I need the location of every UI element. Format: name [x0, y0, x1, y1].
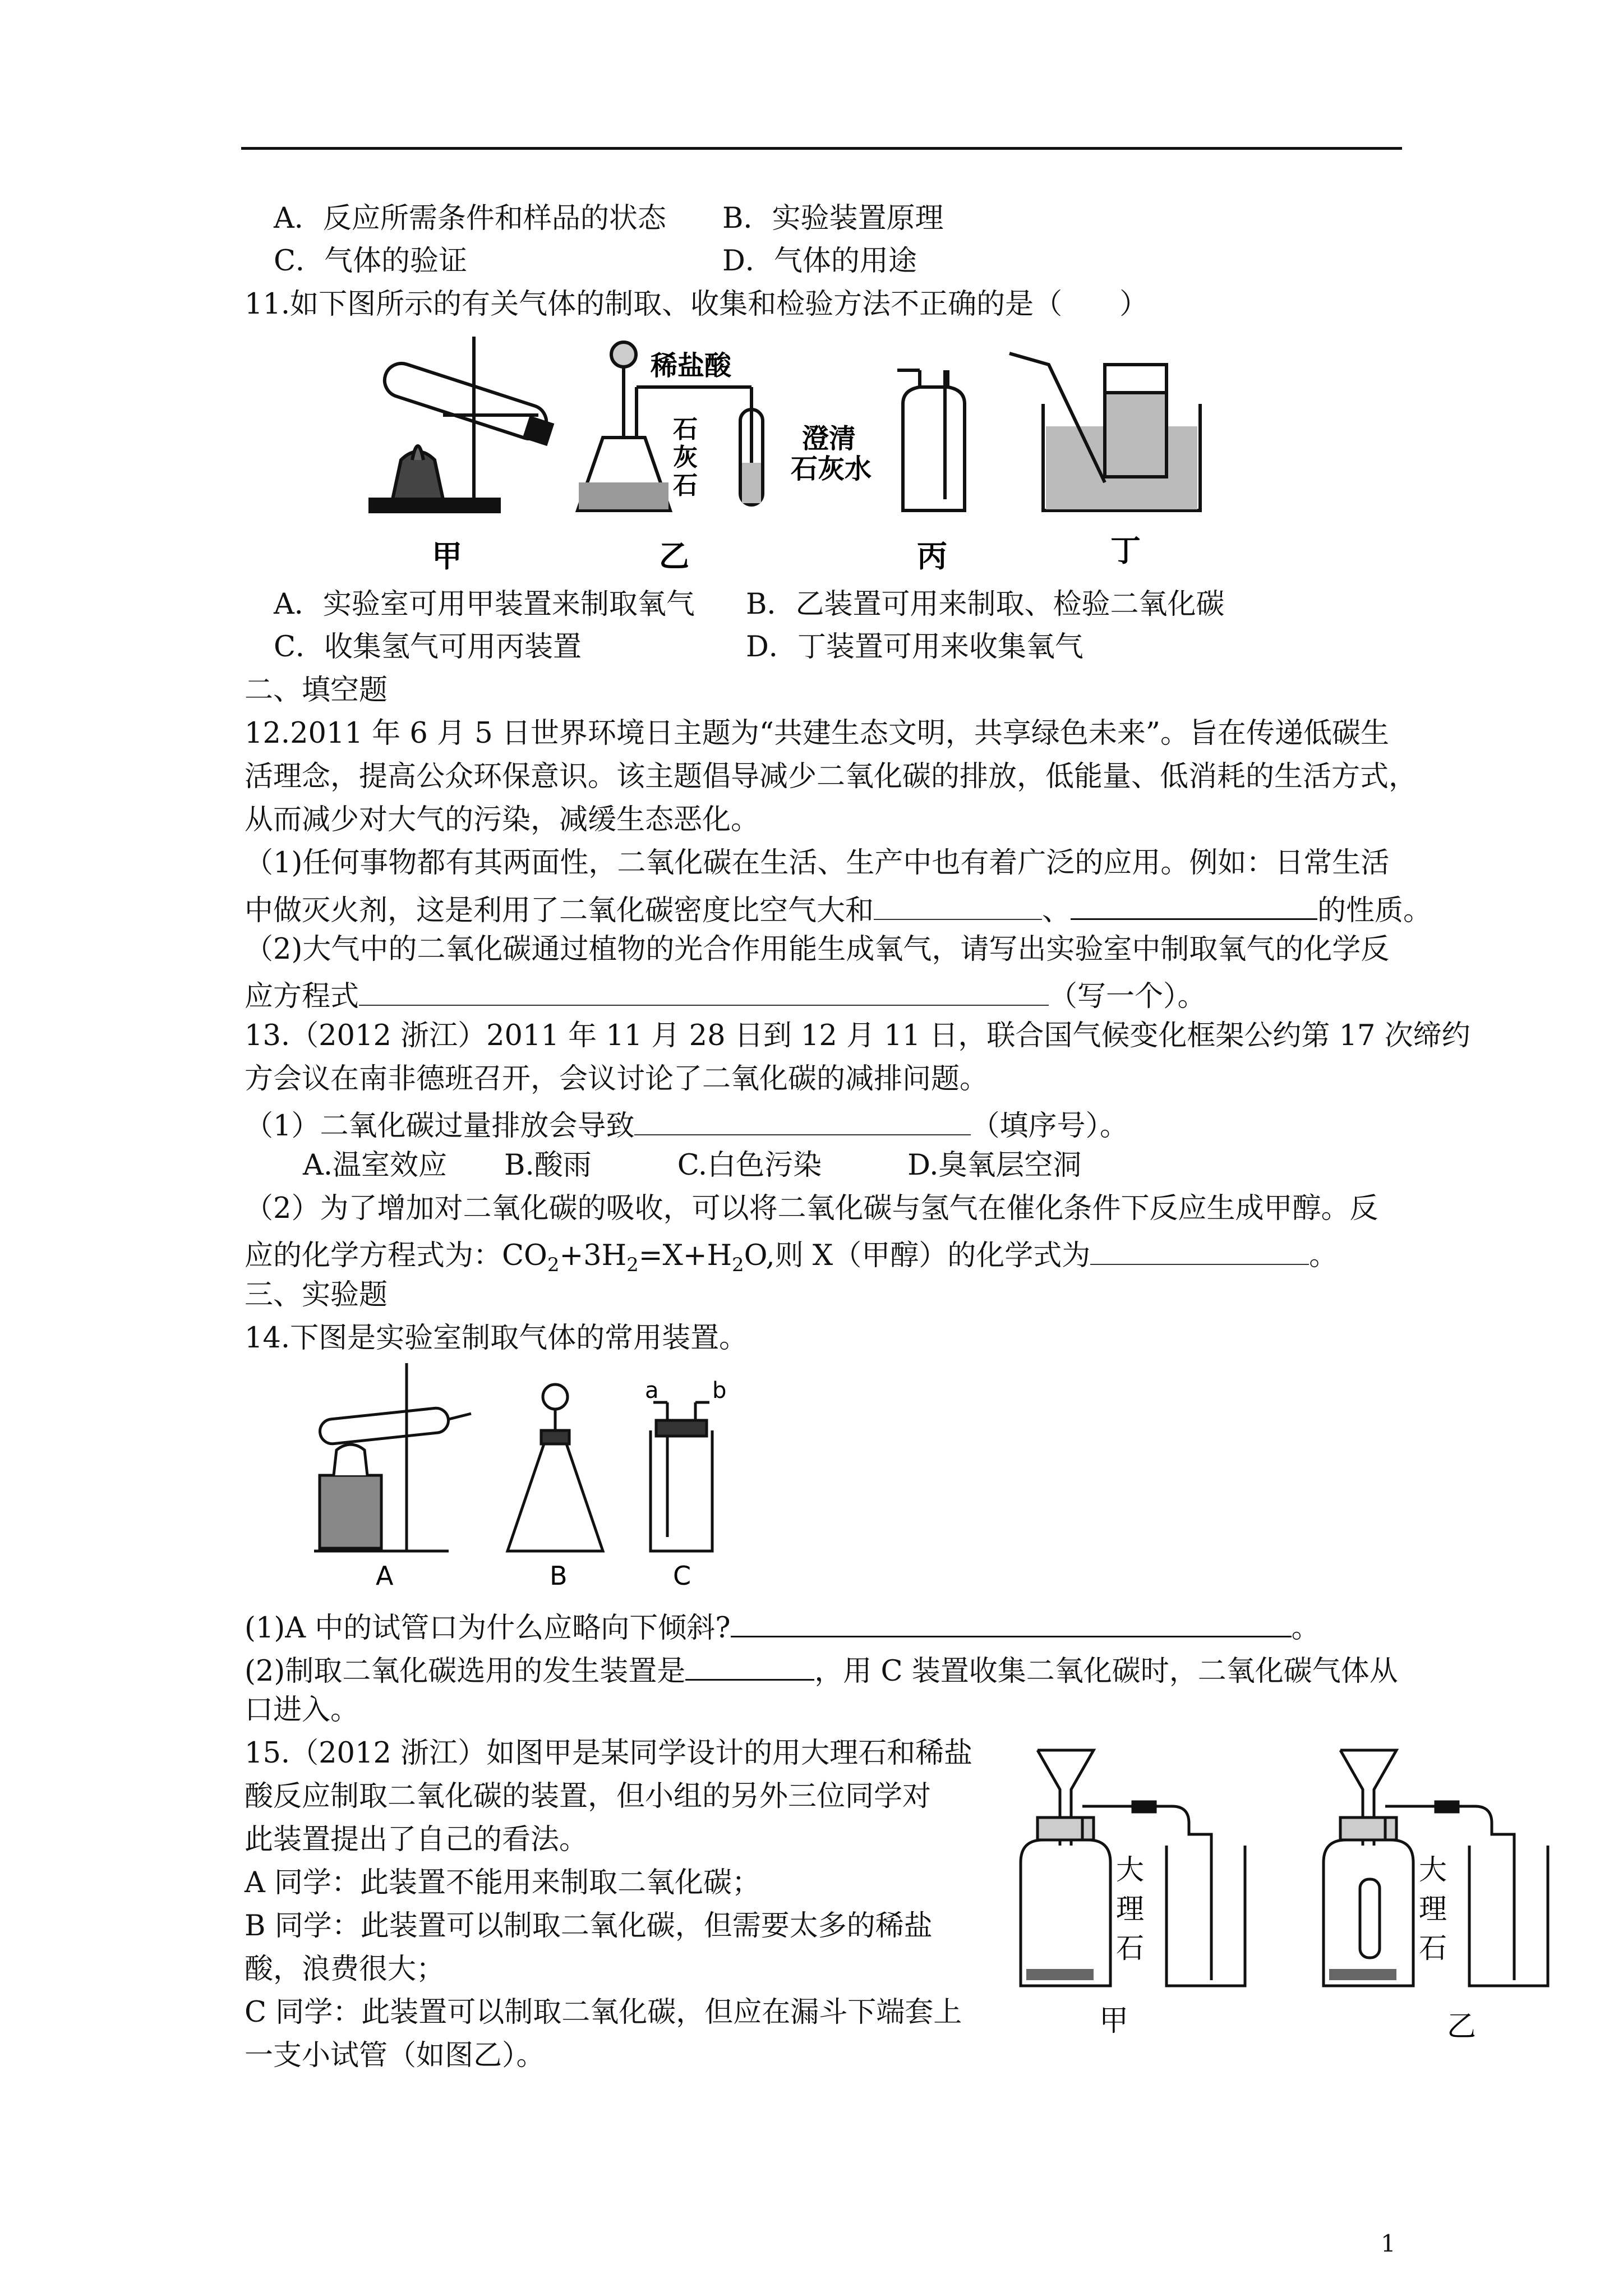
label-ding: 丁: [1110, 533, 1141, 568]
q15-student-a: A 同学：此装置不能用来制取二氧化碳；: [245, 1866, 761, 1899]
q11-option-a: A．实验室可用甲装置来制取氧气: [274, 588, 695, 621]
q15-line3: 此装置提出了自己的看法。: [245, 1823, 588, 1856]
q11-option-c: C．收集氢气可用丙装置: [274, 631, 582, 664]
label-limewater-2: 石灰水: [791, 453, 872, 485]
q13-options: A.温室效应 B.酸雨 C.白色污染 D.臭氧层空洞: [303, 1149, 1082, 1182]
q14-part1: (1)A 中的试管口为什么应略向下倾斜? 。: [245, 1605, 1320, 1647]
q11-option-b: B．乙装置可用来制取、检验二氧化碳: [746, 588, 1225, 621]
q13-part2-line2: 应的化学方程式为：$CO_2+3H_2=X+H_2O$,则 X（甲醇）的化学式为 。: [245, 1234, 1338, 1283]
q10-option-a: A．反应所需条件和样品的状态: [274, 202, 666, 235]
label-jia: 甲: [1099, 2004, 1129, 2038]
label-jia: 甲: [432, 539, 462, 574]
q15-student-c2: 一支小试管（如图乙）。: [245, 2039, 545, 2072]
label-yi: 乙: [1447, 2010, 1477, 2044]
q10-option-d: D．气体的用途: [722, 245, 917, 278]
label-limestone-1: 石: [673, 415, 698, 444]
q12-part1-line1: （1)任何事物都有其两面性，二氧化碳在生活、生产中也有着广泛的应用。例如：日常生活: [245, 846, 1390, 880]
label-marble-yi-3: 石: [1419, 1932, 1447, 1964]
q12-line1: 12.2011 年 6 月 5 日世界环境日主题为“共建生态文明，共享绿色未来”。旨在传递低碳生: [245, 717, 1389, 750]
section-fill-blank: 二、填空题: [245, 674, 388, 707]
label-limewater-1: 澄清: [802, 423, 856, 454]
q12-line3: 从而减少对大气的污染，减缓生态恶化。: [245, 803, 760, 836]
page-number: 1: [1381, 2230, 1396, 2257]
q13-part1: （1）二氧化碳过量排放会导致 （填序号）。: [245, 1104, 1128, 1145]
label-a: A: [376, 1561, 394, 1591]
label-acid: 稀盐酸: [651, 350, 732, 381]
q15-student-b1: B 同学：此装置可以制取二氧化碳，但需要太多的稀盐: [245, 1910, 933, 1943]
q13-line1: 13.（2012 浙江）2011 年 11 月 28 日到 12 月 11 日，联合国气候变化框架公约第 17 次缔约: [245, 1019, 1470, 1052]
q14-stem: 14.下图是实验室制取气体的常用装置。: [245, 1322, 748, 1355]
label-marble-yi-1: 大: [1419, 1853, 1447, 1886]
label-limestone-2: 灰: [673, 443, 698, 472]
label-c: C: [673, 1561, 691, 1591]
q15-student-c1: C 同学：此装置可以制取二氧化碳，但应在漏斗下端套上: [245, 1996, 962, 2029]
q11-stem: 11.如下图所示的有关气体的制取、收集和检验方法不正确的是（ ）: [245, 288, 1149, 321]
label-marble-jia-3: 石: [1116, 1932, 1144, 1964]
label-b: B: [550, 1561, 568, 1591]
label-marble-jia-1: 大: [1116, 1853, 1144, 1886]
q10-option-c: C．气体的验证: [274, 245, 468, 278]
q14-part2: (2)制取二氧化碳选用的发生装置是 ，用 C 装置收集二氧化碳时，二氧化碳气体从: [245, 1649, 1398, 1690]
label-port-a: a: [645, 1378, 659, 1404]
answer-blank[interactable]: [685, 1649, 814, 1681]
q15-student-b2: 酸，浪费很大；: [245, 1953, 445, 1986]
q12-part1-line2: 中做灭火剂，这是利用了二氧化碳密度比空气大和 、 的性质。: [245, 888, 1432, 930]
section-experiment: 三、实验题: [245, 1278, 388, 1312]
q14-part2-line2: 口进入。: [245, 1694, 359, 1727]
q15-figure: [1004, 1733, 1598, 2047]
q10-option-b: B．实验装置原理: [722, 202, 944, 235]
q13-part2-line1: （2）为了增加对二氧化碳的吸收，可以将二氧化碳与氢气在催化条件下反应生成甲醇。反: [245, 1192, 1378, 1225]
q12-part2-line1: （2)大气中的二氧化碳通过植物的光合作用能生成氧气，请写出实验室中制取氧气的化学反: [245, 933, 1390, 966]
label-marble-jia-2: 理: [1116, 1893, 1144, 1925]
q11-figure: [359, 331, 1234, 578]
label-port-b: b: [712, 1378, 727, 1404]
q11-option-d: D．丁装置可用来收集氧气: [746, 631, 1083, 664]
answer-blank[interactable]: [634, 1104, 971, 1135]
label-bing: 丙: [917, 539, 947, 574]
label-marble-yi-2: 理: [1419, 1893, 1447, 1925]
answer-blank[interactable]: [874, 889, 1042, 920]
q12-part2-line2: 应方程式 （写一个）。: [245, 974, 1206, 1015]
answer-blank[interactable]: [1071, 888, 1317, 920]
q12-line2: 活理念，提高公众环保意识。该主题倡导减少二氧化碳的排放，低能量、低消耗的生活方式，: [245, 760, 1418, 793]
label-yi: 乙: [659, 539, 689, 574]
answer-blank[interactable]: [1090, 1234, 1309, 1265]
q13-line2: 方会议在南非德班召开，会议讨论了二氧化碳的减排问题。: [245, 1062, 989, 1096]
q14-figure: [308, 1358, 746, 1593]
label-limestone-3: 石: [673, 471, 698, 500]
answer-blank[interactable]: [731, 1605, 1292, 1637]
answer-blank[interactable]: [359, 974, 1049, 1006]
q15-line1: 15.（2012 浙江）如图甲是某同学设计的用大理石和稀盐: [245, 1737, 973, 1770]
header-rule: [241, 147, 1402, 150]
q15-line2: 酸反应制取二氧化碳的装置，但小组的另外三位同学对: [245, 1780, 932, 1813]
